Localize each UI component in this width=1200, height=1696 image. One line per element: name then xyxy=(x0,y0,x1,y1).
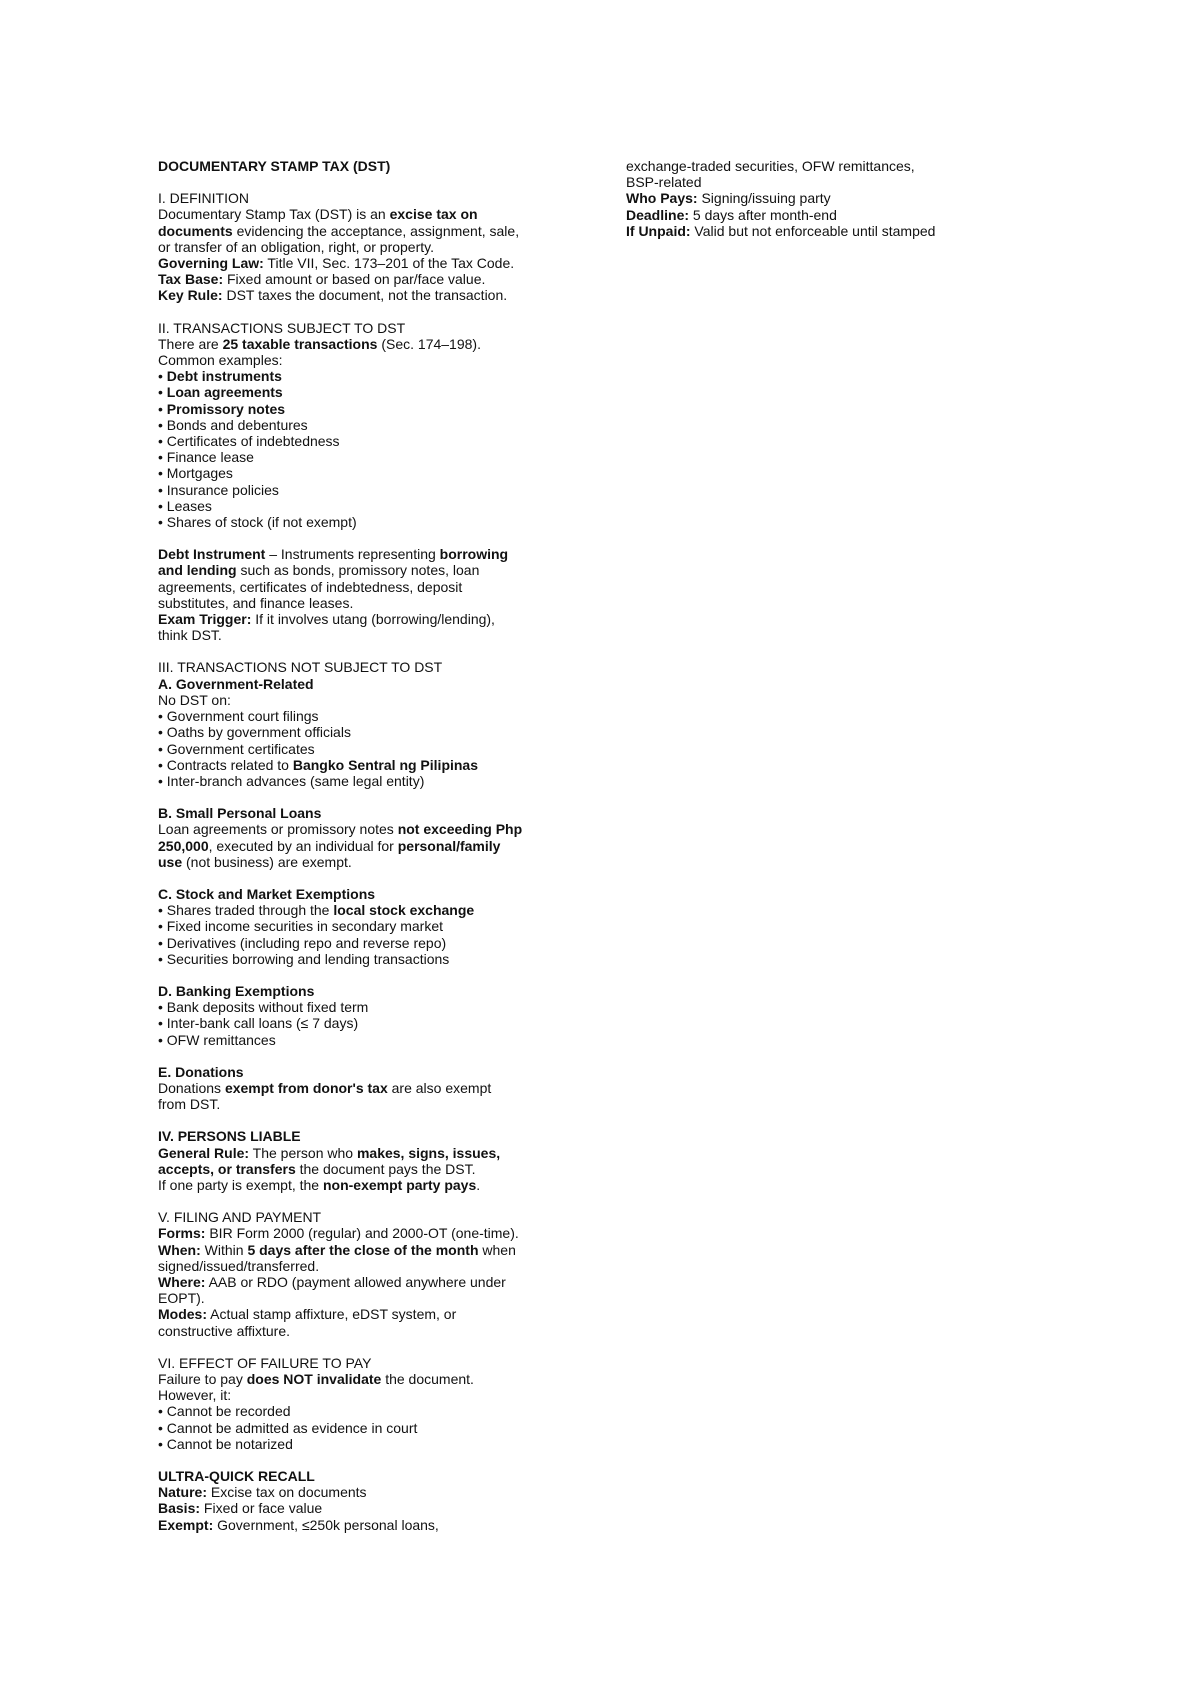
text-run: . xyxy=(476,1176,481,1193)
text-line xyxy=(158,417,598,433)
text-run: There are xyxy=(158,335,223,352)
text-run: substitutes, and finance leases. xyxy=(158,594,354,611)
left-column xyxy=(158,158,598,1533)
text-line xyxy=(158,368,598,384)
text-run: • Oaths by government officials xyxy=(158,724,351,741)
text-line xyxy=(158,902,598,918)
text-run: EOPT). xyxy=(158,1290,205,1307)
bold-text: use xyxy=(158,853,183,870)
bold-text: personal/family xyxy=(397,837,501,854)
paragraph-gap xyxy=(158,643,598,659)
text-run: AAB or RDO (payment allowed anywhere under xyxy=(205,1273,506,1290)
text-line xyxy=(158,223,598,239)
text-line xyxy=(158,482,598,498)
text-line xyxy=(158,1274,598,1290)
paragraph-gap xyxy=(158,870,598,886)
text-run: The person who xyxy=(249,1144,357,1161)
text-run: • Cannot be notarized xyxy=(158,1435,293,1452)
text-run: If it involves utang (borrowing/lending), xyxy=(251,611,495,628)
bold-text: does NOT invalidate xyxy=(246,1371,382,1387)
text-run: • Government court filings xyxy=(158,708,319,725)
text-line xyxy=(158,449,598,465)
bold-text: Promissory notes xyxy=(166,400,286,417)
text-line xyxy=(158,498,598,514)
text-run: • Shares traded through the xyxy=(158,902,334,919)
text-line xyxy=(158,433,598,449)
text-run: • Fixed income securities in secondary market xyxy=(158,918,444,935)
text-run: If one party is exempt, the xyxy=(158,1176,323,1193)
paragraph-gap xyxy=(158,304,598,320)
bold-text: Nature: xyxy=(158,1484,208,1501)
text-line xyxy=(158,1517,598,1533)
bold-text: DOCUMENTARY STAMP TAX (DST) xyxy=(158,158,391,174)
text-line xyxy=(158,562,598,578)
bold-text: Deadline: xyxy=(626,206,690,223)
text-run: • OFW remittances xyxy=(158,1031,276,1048)
text-line xyxy=(158,1436,598,1452)
text-line xyxy=(158,158,598,174)
paragraph-gap xyxy=(158,1048,598,1064)
text-run: • Insurance policies xyxy=(158,481,279,498)
text-run: Common examples: xyxy=(158,352,283,369)
text-line xyxy=(158,838,598,854)
text-line xyxy=(158,239,598,255)
bold-text: Exempt: xyxy=(158,1516,214,1533)
text-line xyxy=(158,1209,598,1225)
text-line xyxy=(158,773,598,789)
text-line xyxy=(158,886,598,902)
bold-text: General Rule: xyxy=(158,1144,250,1161)
bold-text: Modes: xyxy=(158,1306,207,1323)
text-line xyxy=(626,190,1046,206)
text-run: • Cannot be admitted as evidence in court xyxy=(158,1419,418,1436)
text-run: (Sec. 174–198). xyxy=(377,335,481,352)
text-run: Fixed amount or based on par/face value. xyxy=(223,271,486,288)
paragraph-gap xyxy=(158,1339,598,1355)
text-line xyxy=(158,692,598,708)
text-run: • Contracts related to xyxy=(158,756,293,773)
text-run: are also exempt xyxy=(387,1079,492,1096)
text-run: BIR Form 2000 (regular) and 2000-OT (one-time). xyxy=(205,1225,519,1242)
text-run: think DST. xyxy=(158,627,222,644)
bold-text: A. Government-Related xyxy=(158,675,314,692)
text-line xyxy=(158,1500,598,1516)
text-run: • Securities borrowing and lending transactions xyxy=(158,950,450,967)
text-line xyxy=(158,918,598,934)
bold-text: Debt instruments xyxy=(166,368,282,385)
paragraph-gap xyxy=(158,1452,598,1468)
bold-text: Tax Base: xyxy=(158,271,224,288)
text-line xyxy=(158,336,598,352)
text-run: exchange-traded securities, OFW remittances, xyxy=(626,158,915,174)
text-line xyxy=(158,352,598,368)
paragraph-gap xyxy=(158,967,598,983)
bold-text: Debt Instrument xyxy=(158,546,266,563)
bold-text: 250,000 xyxy=(158,837,209,854)
text-run: • Leases xyxy=(158,497,212,514)
text-line xyxy=(626,207,1046,223)
text-line xyxy=(158,190,598,206)
text-line xyxy=(158,206,598,222)
bold-text: 5 days after the close of the month xyxy=(247,1241,479,1258)
text-line xyxy=(158,287,598,303)
text-run: • Mortgages xyxy=(158,465,233,482)
paragraph-gap xyxy=(158,174,598,190)
text-line xyxy=(158,1161,598,1177)
bold-text: Governing Law: xyxy=(158,255,264,272)
text-line xyxy=(626,158,1046,174)
text-run: constructive affixture. xyxy=(158,1322,291,1339)
text-run: Actual stamp affixture, eDST system, or xyxy=(207,1306,457,1323)
bold-text: Who Pays: xyxy=(626,190,698,207)
text-run: • Inter-bank call loans (≤ 7 days) xyxy=(158,1015,359,1032)
text-line xyxy=(158,627,598,643)
bold-text: not exceeding Php xyxy=(397,821,523,838)
text-line xyxy=(158,1468,598,1484)
text-line xyxy=(158,805,598,821)
text-line xyxy=(158,708,598,724)
bold-text: Key Rule: xyxy=(158,287,223,304)
bold-text: non-exempt party pays xyxy=(322,1176,477,1193)
text-run: Excise tax on documents xyxy=(207,1484,367,1501)
bold-text: ULTRA-QUICK RECALL xyxy=(158,1468,315,1485)
bold-text: borrowing xyxy=(439,546,509,563)
bold-text: exempt from donor's tax xyxy=(224,1079,388,1096)
text-line xyxy=(158,546,598,562)
paragraph-gap xyxy=(158,1193,598,1209)
text-run: • Finance lease xyxy=(158,449,254,466)
bold-text: Forms: xyxy=(158,1225,206,1242)
text-line xyxy=(158,1371,598,1387)
text-run: when xyxy=(478,1241,516,1258)
text-line xyxy=(158,676,598,692)
text-line xyxy=(158,1096,598,1112)
text-run: VI. EFFECT OF FAILURE TO PAY xyxy=(158,1354,372,1371)
text-line xyxy=(158,724,598,740)
text-run: Donations xyxy=(158,1079,225,1096)
text-line xyxy=(158,935,598,951)
text-run: • Inter-branch advances (same legal entity) xyxy=(158,772,425,789)
bold-text: makes, signs, issues, xyxy=(356,1144,501,1161)
text-run: Documentary Stamp Tax (DST) is an xyxy=(158,206,390,223)
text-line xyxy=(158,271,598,287)
text-line xyxy=(158,983,598,999)
text-run: Government, ≤250k personal loans, xyxy=(213,1516,439,1533)
text-run: Failure to pay xyxy=(158,1371,247,1387)
text-run: • xyxy=(158,400,167,417)
text-line xyxy=(158,1258,598,1274)
text-run: or transfer of an obligation, right, or property. xyxy=(158,238,434,255)
text-line xyxy=(626,223,1046,239)
text-run: Fixed or face value xyxy=(200,1500,323,1517)
text-line xyxy=(158,1080,598,1096)
text-line xyxy=(158,579,598,595)
text-run: • Cannot be recorded xyxy=(158,1403,291,1420)
text-line xyxy=(158,1128,598,1144)
text-run: Title VII, Sec. 173–201 of the Tax Code. xyxy=(263,255,515,272)
bold-text: B. Small Personal Loans xyxy=(158,805,322,822)
paragraph-gap xyxy=(158,789,598,805)
text-run: Signing/issuing party xyxy=(697,190,831,207)
bold-text: 25 taxable transactions xyxy=(222,335,378,352)
right-column xyxy=(626,158,1046,239)
text-run: • Shares of stock (if not exempt) xyxy=(158,514,357,531)
text-run: agreements, certificates of indebtedness, deposit xyxy=(158,578,463,595)
text-line xyxy=(158,320,598,336)
text-line xyxy=(158,1323,598,1339)
bold-text: accepts, or transfers xyxy=(158,1160,296,1177)
paragraph-gap xyxy=(158,530,598,546)
text-run: the document. xyxy=(381,1371,474,1387)
text-line xyxy=(158,1290,598,1306)
bold-text: IV. PERSONS LIABLE xyxy=(158,1128,301,1145)
text-run: Valid but not enforceable until stamped xyxy=(690,222,936,239)
bold-text: E. Donations xyxy=(158,1063,244,1080)
text-run: – Instruments representing xyxy=(265,546,440,563)
text-run: Loan agreements or promissory notes xyxy=(158,821,398,838)
text-line xyxy=(158,255,598,271)
text-run: (not business) are exempt. xyxy=(182,853,352,870)
text-run: from DST. xyxy=(158,1096,221,1113)
bold-text: Bangko Sentral ng Pilipinas xyxy=(292,756,479,773)
text-line xyxy=(158,384,598,400)
bold-text: C. Stock and Market Exemptions xyxy=(158,885,376,902)
text-line xyxy=(158,611,598,627)
text-line xyxy=(158,401,598,417)
text-run: III. TRANSACTIONS NOT SUBJECT TO DST xyxy=(158,659,443,676)
text-line xyxy=(158,741,598,757)
text-line xyxy=(158,1484,598,1500)
text-run: • Derivatives (including repo and reverse repo) xyxy=(158,934,447,951)
text-line xyxy=(158,659,598,675)
text-line xyxy=(158,854,598,870)
text-line xyxy=(158,1145,598,1161)
bold-text: documents xyxy=(158,222,233,239)
text-line xyxy=(158,951,598,967)
text-run: I. DEFINITION xyxy=(158,190,249,207)
text-line xyxy=(158,465,598,481)
bold-text: Basis: xyxy=(158,1500,201,1517)
text-run: evidencing the acceptance, assignment, sale, xyxy=(232,222,520,239)
text-run: V. FILING AND PAYMENT xyxy=(158,1209,322,1226)
bold-text: Where: xyxy=(158,1273,206,1290)
text-run: 5 days after month-end xyxy=(689,206,837,223)
bold-text: If Unpaid: xyxy=(626,222,691,239)
text-line xyxy=(158,1177,598,1193)
text-run: • Bonds and debentures xyxy=(158,416,308,433)
text-line xyxy=(158,1387,598,1403)
text-run: DST taxes the document, not the transaction. xyxy=(222,287,508,304)
paragraph-gap xyxy=(158,1112,598,1128)
text-line xyxy=(158,1225,598,1241)
bold-text: When: xyxy=(158,1241,201,1258)
bold-text: Loan agreements xyxy=(166,384,283,401)
text-line xyxy=(158,1015,598,1031)
text-line xyxy=(158,1064,598,1080)
text-line xyxy=(158,1420,598,1436)
text-run: No DST on: xyxy=(158,691,231,708)
bold-text: and lending xyxy=(158,562,237,579)
text-run: However, it: xyxy=(158,1387,232,1404)
text-line xyxy=(158,595,598,611)
text-line xyxy=(158,1306,598,1322)
text-run: BSP-related xyxy=(626,174,702,191)
text-run: Within xyxy=(200,1241,248,1258)
text-line xyxy=(158,999,598,1015)
text-run: • Certificates of indebtedness xyxy=(158,433,340,450)
text-run: such as bonds, promissory notes, loan xyxy=(236,562,480,579)
text-run: signed/issued/transferred. xyxy=(158,1257,320,1274)
text-line xyxy=(158,1032,598,1048)
text-run: , executed by an individual for xyxy=(208,837,398,854)
bold-text: excise tax on xyxy=(389,206,478,223)
text-run: the document pays the DST. xyxy=(295,1160,476,1177)
text-line xyxy=(158,1355,598,1371)
text-run: • Bank deposits without fixed term xyxy=(158,999,369,1016)
text-run: II. TRANSACTIONS SUBJECT TO DST xyxy=(158,319,406,336)
text-line xyxy=(158,1242,598,1258)
bold-text: D. Banking Exemptions xyxy=(158,982,315,999)
text-line xyxy=(626,174,1046,190)
text-run: • xyxy=(158,368,167,385)
text-line xyxy=(158,514,598,530)
bold-text: local stock exchange xyxy=(333,902,475,919)
bold-text: Exam Trigger: xyxy=(158,611,252,628)
text-line xyxy=(158,757,598,773)
text-run: • Government certificates xyxy=(158,740,315,757)
text-run: • xyxy=(158,384,167,401)
text-line xyxy=(158,1403,598,1419)
text-line xyxy=(158,821,598,837)
